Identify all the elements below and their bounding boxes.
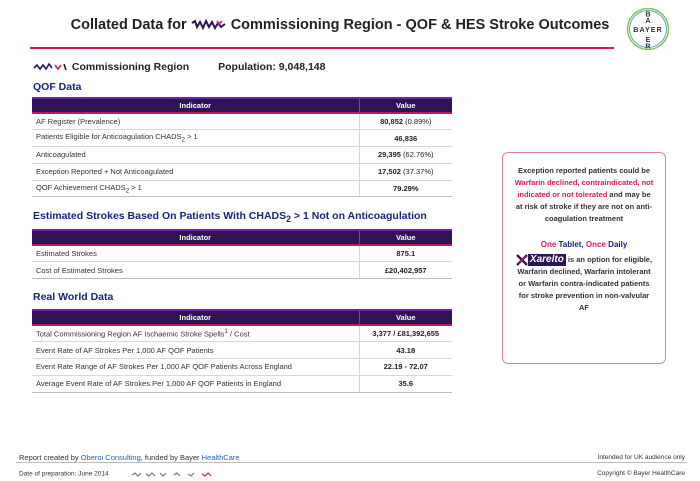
value-cell: 79.29%	[359, 180, 452, 197]
value-cell: 29,395 (62.76%)	[359, 147, 452, 164]
report-credit: Report created by Oberoi Consulting, funded by Bayer HealthCare	[19, 453, 240, 462]
value-cell: 43.18	[359, 342, 452, 359]
column-header-indicator: Indicator	[32, 310, 359, 325]
value-cell: £20,402,957	[359, 262, 452, 279]
table-row	[32, 325, 452, 342]
table-header-row	[32, 310, 452, 325]
callout-tagline: One Tablet, Once Daily	[540, 240, 628, 249]
svg-text:A: A	[645, 16, 651, 25]
indicator-cell: Anticoagulated	[32, 147, 359, 164]
svg-text:R: R	[645, 41, 651, 51]
xarelto-wordmark: Xarelto	[529, 254, 564, 266]
strokes-heading: Estimated Strokes Based On Patients With $CHADS_2 > 1$ Not on Anticoagulation	[33, 210, 427, 225]
xarelto-logo	[516, 254, 566, 266]
qof-table	[32, 97, 452, 197]
audience-note: Intended for UK audience only	[597, 454, 685, 461]
table-row	[32, 147, 452, 164]
page-title	[40, 17, 640, 33]
table-row	[32, 245, 452, 262]
table-row	[32, 163, 452, 180]
column-header-value: Value	[359, 310, 452, 325]
indicator-cell: Event Rate of AF Strokes Per 1,000 AF QOF Patients	[32, 342, 359, 359]
population: Population: 9,048,148	[218, 61, 326, 73]
redacted-code	[130, 470, 220, 478]
indicator-cell: AF Register (Prevalence)	[32, 113, 359, 130]
callout-xarelto-text: Xarelto is an option for eligible, Warfarin declined, Warfarin intolerant or Warfarin contra-indicated patients for stroke prevention in non-valvular AF	[517, 254, 653, 313]
bayer-logo	[626, 7, 670, 51]
region-summary	[33, 61, 325, 73]
real-world-table	[32, 309, 452, 393]
region-label: Commissioning Region	[71, 61, 190, 73]
indicator-cell: Patients Eligible for Anticoagulation $CHADS_2 > 1$	[32, 130, 359, 147]
indicator-cell: Estimated Strokes	[32, 245, 359, 262]
value-cell: 46,836	[359, 130, 452, 147]
title-suffix: Commissioning Region - QOF & HES Stroke Outcomes	[230, 17, 610, 33]
redacted-region-name	[191, 19, 227, 31]
footer-divider	[16, 462, 686, 463]
table-header-row	[32, 98, 452, 113]
xarelto-callout	[502, 152, 666, 364]
value-cell: 3,377 / £81,392,655	[359, 325, 452, 342]
indicator-cell: Total Commissioning Region AF Ischaemic Stroke Spells$^1$ / Cost	[32, 325, 359, 342]
svg-text:E: E	[645, 35, 651, 44]
callout-exception-text: Exception reported patients could be Warfarin declined, contraindicated, not indicated or not tolerated and may be at risk of stroke if they are not on anti-coagulation treatment	[514, 166, 654, 223]
copyright: Copyright © Bayer HealthCare	[597, 470, 685, 477]
value-cell: 17,502 (37.37%)	[359, 163, 452, 180]
column-header-value: Value	[359, 230, 452, 245]
title-prefix: Collated Data for	[70, 17, 187, 33]
indicator-cell: Exception Reported + Not Anticoagulated	[32, 163, 359, 180]
value-cell: 35.6	[359, 375, 452, 392]
table-row	[32, 262, 452, 279]
real-world-heading: Real World Data	[33, 291, 114, 303]
svg-text:B: B	[645, 9, 651, 19]
date-of-preparation: Date of preparation: June 2014	[19, 470, 220, 478]
table-row	[32, 113, 452, 130]
table-row	[32, 130, 452, 147]
qof-heading: QOF Data	[33, 81, 82, 93]
value-cell: 875.1	[359, 245, 452, 262]
table-row	[32, 342, 452, 359]
title-divider	[30, 47, 614, 49]
oberoi-link[interactable]: Oberoi Consulting	[80, 453, 141, 462]
redacted-region-small	[33, 62, 69, 72]
indicator-cell: QOF Achievement $CHADS_2 > 1$	[32, 180, 359, 197]
xarelto-mark-icon	[516, 254, 528, 266]
bayer-logo-horizontal: BAYER	[633, 25, 663, 34]
table-row	[32, 375, 452, 392]
table-row	[32, 359, 452, 376]
indicator-cell: Event Rate Range of AF Strokes Per 1,000 AF QOF Patients Across England	[32, 359, 359, 376]
value-cell: 80,852 (0.89%)	[359, 113, 452, 130]
table-row	[32, 180, 452, 197]
table-header-row	[32, 230, 452, 245]
indicator-cell: Average Event Rate of AF Strokes Per 1,000 AF QOF Patients in England	[32, 375, 359, 392]
indicator-cell: Cost of Estimated Strokes	[32, 262, 359, 279]
strokes-table	[32, 229, 452, 279]
healthcare-link[interactable]: HealthCare	[201, 453, 240, 462]
column-header-indicator: Indicator	[32, 230, 359, 245]
column-header-value: Value	[359, 98, 452, 113]
value-cell: 22.19 - 72.07	[359, 359, 452, 376]
column-header-indicator: Indicator	[32, 98, 359, 113]
